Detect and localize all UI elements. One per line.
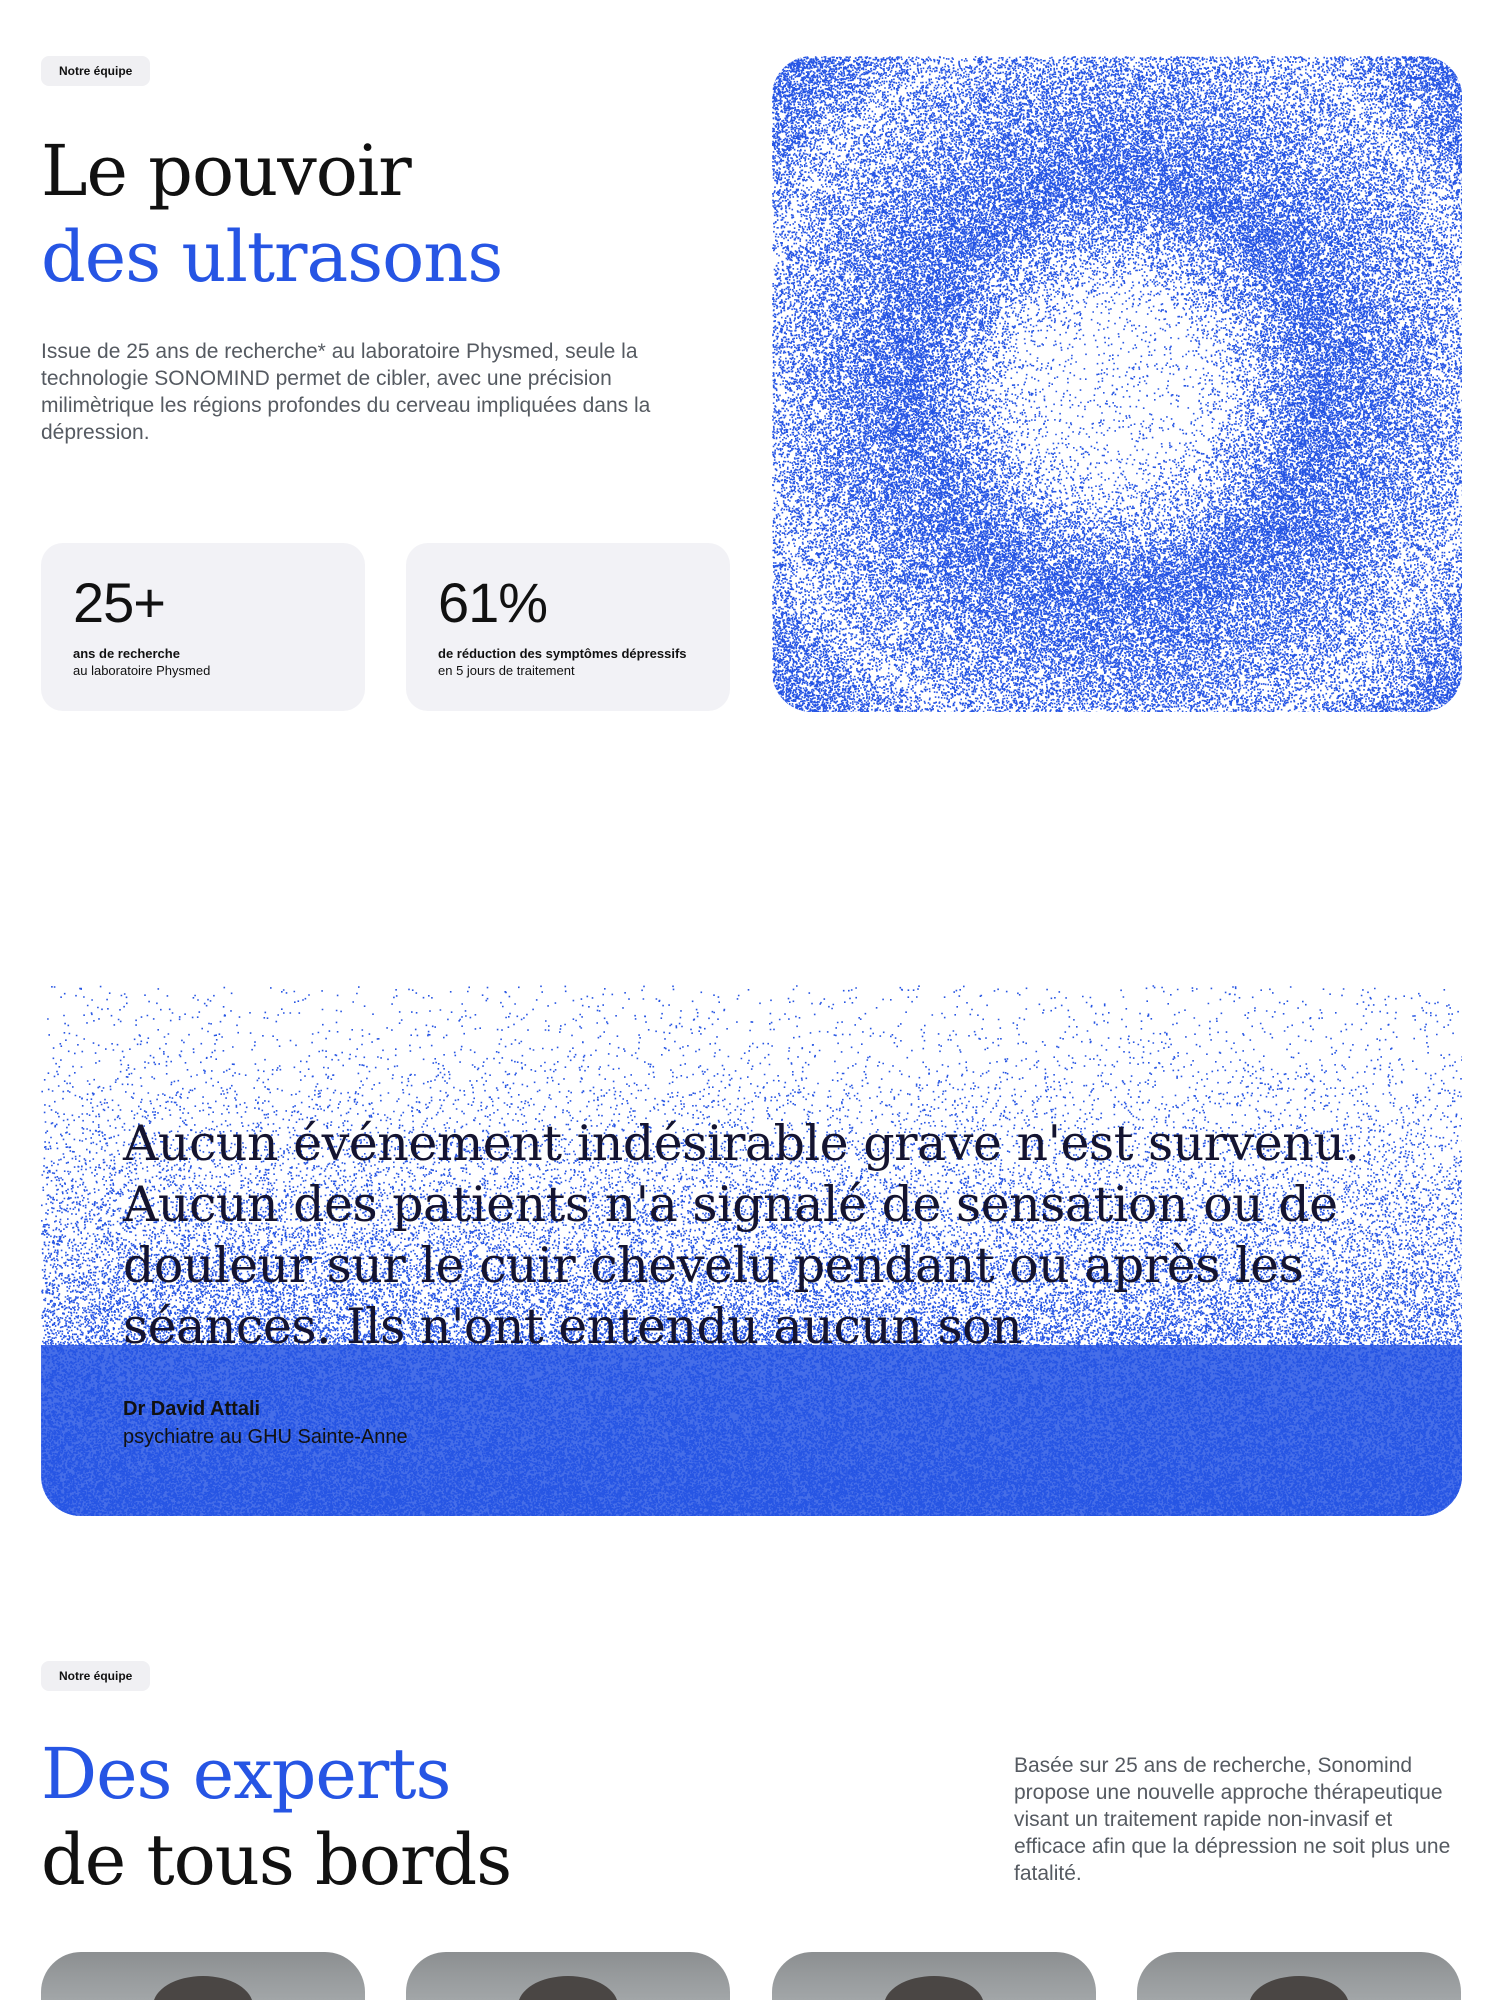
stat-caption-text: au laboratoire Physmed xyxy=(73,663,211,678)
stat-caption xyxy=(73,645,333,679)
hero-title-line2: des ultrasons xyxy=(41,216,503,298)
hero-description: Issue de 25 ans de recherche* au laboratoire Physmed, seule la technologie SONOMIND permet de cibler, avec une précision milimètrique les régions profondes du cerveau impliquées dans la dépression. xyxy=(41,340,651,444)
expert-silhouette xyxy=(1249,1976,1349,2000)
hero-title xyxy=(41,128,502,300)
stat-value: 25+ xyxy=(73,571,165,634)
expert-photo xyxy=(406,1952,730,2000)
expert-photo xyxy=(41,1952,365,2000)
stat-caption-bold: ans de recherche xyxy=(73,646,180,661)
experts-title-line2: de tous bords xyxy=(41,1819,512,1901)
stat-value: 61% xyxy=(438,571,548,634)
ultrasound-halo-illustration xyxy=(772,56,1462,712)
stat-caption-bold: de réduction des symptômes dépressifs xyxy=(438,646,687,661)
expert-silhouette xyxy=(153,1976,253,2000)
stat-caption-text: en 5 jours de traitement xyxy=(438,663,575,678)
experts-title xyxy=(41,1731,511,1903)
quote-author-role: psychiatre au GHU Sainte-Anne xyxy=(123,1426,408,1448)
section-tag: Notre équipe xyxy=(41,56,150,86)
quote-attribution xyxy=(123,1395,408,1451)
quote-author-name: Dr David Attali xyxy=(123,1398,261,1420)
experts-description: Basée sur 25 ans de recherche, Sonomind propose une nouvelle approche thérapeutique visant un traitement rapide non-invasif et efficace afin que la dépression ne soit plus une fatalité. xyxy=(1014,1754,1451,1885)
quote-card xyxy=(41,985,1462,1516)
section-tag: Notre équipe xyxy=(41,1661,150,1691)
expert-silhouette xyxy=(518,1976,618,2000)
stat-card-research xyxy=(41,543,365,711)
hero-title-line1: Le pouvoir xyxy=(41,130,411,212)
expert-photo xyxy=(772,1952,1096,2000)
halo-dots-svg xyxy=(772,56,1462,712)
stat-caption xyxy=(438,645,698,679)
stat-card-reduction xyxy=(406,543,730,711)
expert-photo xyxy=(1137,1952,1461,2000)
experts-title-line1: Des experts xyxy=(41,1733,451,1815)
quote-text: Aucun événement indésirable grave n'est survenu. Aucun des patients n'a signalé de sensation ou de douleur sur le cuir chevelu pendant ou après les séances. Ils n'ont entendu aucun son xyxy=(123,1115,1360,1355)
expert-silhouette xyxy=(884,1976,984,2000)
